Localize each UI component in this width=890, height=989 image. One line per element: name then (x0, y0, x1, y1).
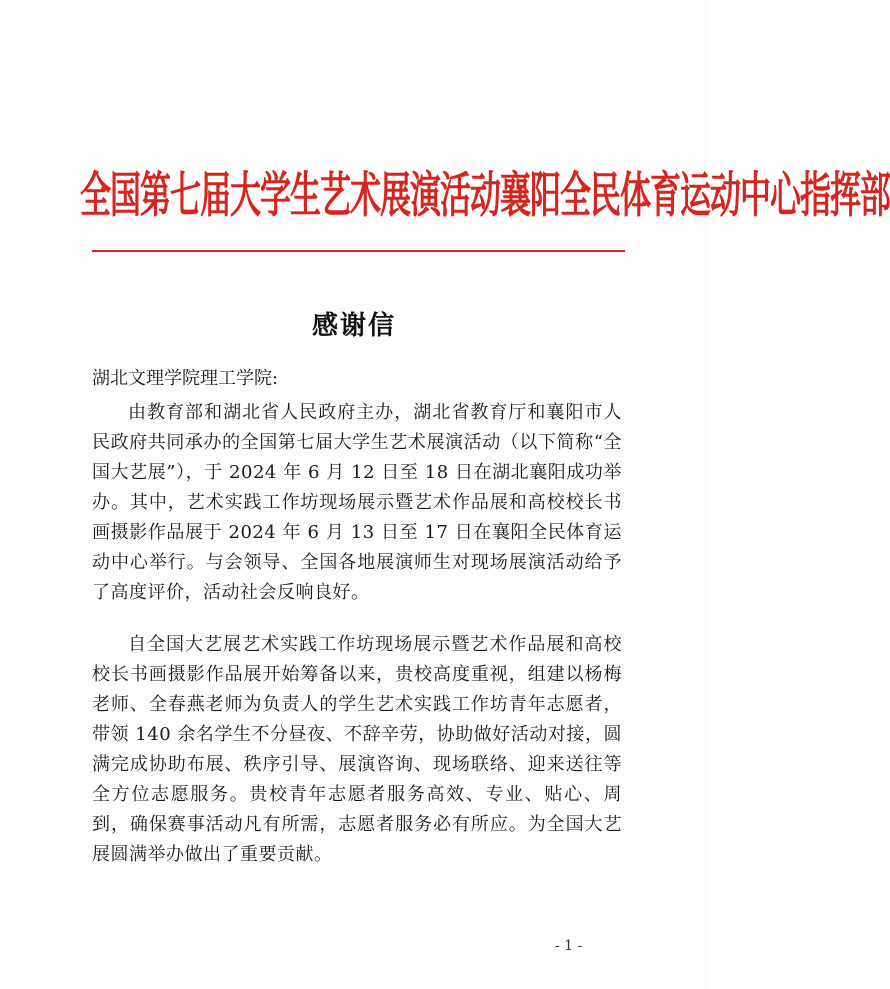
salutation: 湖北文理学院理工学院: (92, 368, 279, 389)
page-number: - 1 - (555, 938, 583, 954)
header-divider (92, 250, 625, 252)
body-paragraph-2: 自全国大艺展艺术实践工作坊现场展示暨艺术作品展和高校校长书画摄影作品展开始筹备以来，贵校高度重视，组建以杨梅老师、全春燕老师为负责人的学生艺术实践工作坊青年志愿者，带领 140 余名学生不分昼夜、不辞辛劳，协助做好活动对接，圆满完成协助布展、秩序引导、展演咨询、现场联络、迎来送往等全方位志愿服务。贵校青年志愿者服务高效、专业、贴心、周到，确保赛事活动凡有所需，志愿者服务必有所应。为全国大艺展圆满举办做出了重要贡献。 (92, 634, 622, 865)
document-title: 感谢信 (311, 311, 396, 341)
body-paragraph-1: 由教育部和湖北省人民政府主办，湖北省教育厅和襄阳市人民政府共同承办的全国第七届大学生艺术展演活动（以下简称“全国大艺展”），于 2024 年 6 月 12 日至 18 日在湖北襄阳成功举办。其中，艺术实践工作坊现场展示暨艺术作品展和高校校长书画摄影作品展于 2024 年 6 月 13 日至 17 日在襄阳全民体育运动中心举行。与会领导、全国各地展演师生对现场展演活动给予了高度评价，活动社会反响良好。 (92, 402, 622, 603)
organization-header: 全国第七届大学生艺术展演活动襄阳全民体育运动中心指挥部 (80, 167, 890, 224)
